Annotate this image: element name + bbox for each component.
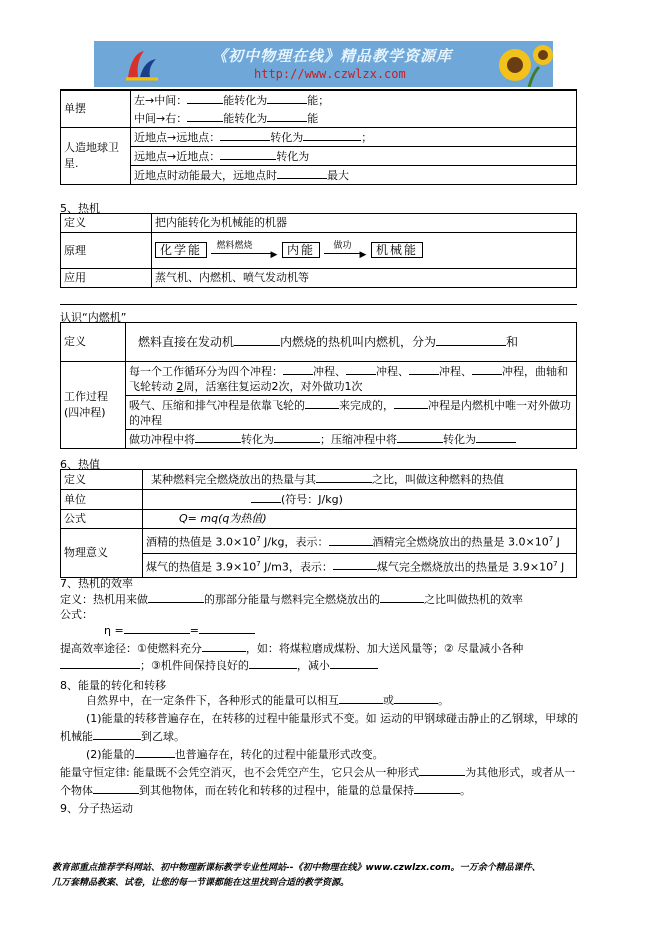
blank[interactable]	[93, 782, 139, 794]
blank[interactable]	[148, 591, 204, 603]
blank[interactable]	[277, 167, 327, 179]
blank[interactable]	[220, 148, 276, 160]
heat-value-formula-label: 公式	[61, 510, 143, 529]
heat-value-formula: Q= mq(q为热值)	[143, 510, 577, 529]
heat-engine-principle-label: 原理	[61, 233, 152, 269]
blank[interactable]	[234, 334, 280, 346]
satellite-row3: 近地点时动能最大，远地点时 最大	[131, 166, 577, 185]
blank[interactable]	[397, 431, 443, 443]
flow-arrow-2: 做功 ▶	[324, 244, 368, 258]
blank[interactable]	[274, 431, 320, 443]
section-9-heading: 9、分子热运动	[60, 802, 133, 815]
blank[interactable]	[330, 657, 378, 669]
heat-engine-app-label: 应用	[61, 269, 152, 288]
heat-value-def: 某种燃料完全燃烧放出的热量与其 之比，叫做这种燃料的热值	[143, 470, 577, 490]
ice-process-label: 工作过程(四冲程)	[61, 362, 126, 449]
satellite-row1: 近地点→远地点： 转化为 ；	[131, 128, 577, 147]
site-logo-icon	[124, 47, 160, 81]
blank[interactable]	[339, 692, 383, 704]
blank[interactable]	[329, 534, 373, 546]
satellite-label: 人造地球卫星.	[61, 128, 131, 185]
heat-engine-app: 蒸气机、内燃机、喷气发动机等	[152, 269, 577, 288]
ice-proc-3: 做功冲程中将 转化为 ；压缩冲程中将 转化为	[126, 430, 577, 449]
blank[interactable]	[303, 129, 361, 141]
ice-proc-2: 吸气、压缩和排气冲程是依靠飞轮的 来完成的， 冲程是内燃机中唯一对外做功的冲程	[126, 396, 577, 430]
heat-engine-def: 把内能转化为机械能的机器	[152, 214, 577, 233]
blank[interactable]	[394, 397, 428, 409]
energy-p2: (1)能量的转移普遍存在，在转移的过程中能量形式不变。如 运动的甲钢球碰击静止的乙钢球，甲球的机械能 到乙球。	[60, 712, 579, 743]
blank[interactable]	[472, 363, 502, 375]
blank[interactable]	[124, 622, 190, 634]
blank[interactable]	[409, 363, 439, 375]
efficiency-formula-label: 公式：	[60, 608, 93, 621]
blank[interactable]	[380, 591, 424, 603]
footer-line-1: 教育部重点推荐学科网站、初中物理新课标教学专业性网站--《初中物理在线》www.czwlzx.com。一万余个精品课件、	[52, 863, 541, 873]
meaning-row-2: 煤气的热值是 $3.9\times 10^7$ J/m3，表示： 煤气完全燃烧放出的热量是 $3.9\times 10^7$ J	[143, 553, 577, 578]
blank[interactable]	[249, 657, 297, 669]
blank[interactable]	[476, 431, 516, 443]
pendulum-row2: 中间→右： 能转化为 能	[131, 109, 577, 128]
blank[interactable]	[283, 363, 313, 375]
efficiency-formula: η = =	[104, 622, 255, 637]
blank[interactable]	[187, 92, 223, 104]
ice-table	[60, 322, 577, 449]
pendulum-label: 单摆	[61, 91, 131, 128]
blank[interactable]	[195, 431, 241, 443]
blank[interactable]	[436, 334, 506, 346]
banner-title: 《初中物理在线》精品教学资源库	[212, 47, 453, 65]
blank[interactable]	[316, 471, 372, 483]
section-5-heading: 5、热机	[60, 202, 100, 215]
heat-value-unit: (符号：J/kg)	[143, 490, 577, 510]
efficiency-def: 定义：热机用来做 的那部分能量与燃料完全燃烧放出的 之比叫做热机的效率	[60, 593, 523, 606]
heat-engine-def-label: 定义	[61, 214, 152, 233]
section-6-heading: 6、热值	[60, 458, 100, 471]
efficiency-improve: 提高效率途径：①使燃料充分 ，如：将煤粒磨成煤粉、加大送风量等；② 尽量减小各种 ；③机件间保持良好的 ，减小	[60, 642, 524, 672]
blank[interactable]	[135, 746, 175, 758]
blank[interactable]	[414, 782, 460, 794]
ice-heading: 认识“内燃机”	[60, 311, 127, 324]
blank[interactable]	[267, 92, 307, 104]
flow-arrow-1: 燃料燃烧 ▶	[211, 244, 279, 258]
blank[interactable]	[305, 397, 339, 409]
blank[interactable]	[93, 728, 141, 740]
heat-value-def-label: 定义	[61, 470, 143, 490]
blank[interactable]	[346, 363, 376, 375]
meaning-row-1: 酒精的热值是 $3.0\times 10^7$ J/kg，表示： 酒精完全燃烧放出的热量是 $3.0\times 10^7$ J	[143, 529, 577, 554]
ice-proc-1: 每一个工作循环分为四个冲程： 冲程、 冲程、 冲程、 冲程，曲轴和飞轮转动 2周，活塞往复运动2次，对外做功1次	[126, 362, 577, 396]
section-8-heading: 8、能量的转化和转移	[60, 679, 166, 692]
heat-value-unit-label: 单位	[61, 490, 143, 510]
page-footer	[52, 861, 612, 891]
blank[interactable]	[202, 640, 246, 652]
blank[interactable]	[267, 110, 307, 122]
heat-value-table	[60, 469, 577, 578]
energy-conservation: 能量守恒定律: 能量既不会凭空消灭，也不会凭空产生，它只会从一种形式 为其他形式，或者从一个物体 到其他物体，而在转化和转移的过程中，能量的总量保持 。	[60, 766, 576, 797]
principle-flow	[152, 233, 577, 269]
footer-line-2: 几万套精品教案、试卷，让您的每一节课都能在这里找到合适的教学资源。	[52, 878, 350, 888]
pendulum-row1: 左→中间： 能转化为 能；	[131, 91, 577, 110]
blank[interactable]	[199, 622, 255, 634]
blank[interactable]	[394, 692, 438, 704]
satellite-row2: 远地点→近地点： 转化为	[131, 147, 577, 166]
ice-def: 燃料直接在发动机 内燃烧的热机叫内燃机，分为 和	[126, 323, 577, 362]
blank[interactable]	[187, 110, 223, 122]
divider	[60, 304, 577, 305]
section-7-heading: 7、热机的效率	[60, 577, 133, 590]
blank[interactable]	[419, 764, 465, 776]
heat-value-meaning-label: 物理意义	[61, 529, 143, 578]
heat-engine-table	[60, 213, 577, 288]
blank[interactable]	[60, 657, 140, 669]
energy-p1: 自然界中，在一定条件下，各种形式的能量可以相互 或 。	[86, 694, 449, 707]
mechanical-energy-box: 机械能	[371, 242, 423, 258]
internal-energy-box: 内能	[282, 242, 320, 258]
blank[interactable]	[220, 129, 270, 141]
header-banner	[94, 41, 553, 87]
energy-p3: (2)能量的 也普遍存在，转化的过程中能量形式改变。	[86, 748, 384, 761]
blank[interactable]	[251, 491, 281, 503]
ice-def-label: 定义	[61, 323, 126, 362]
blank[interactable]	[333, 558, 377, 570]
banner-url[interactable]: http://www.czwlzx.com	[254, 67, 406, 81]
energy-table	[60, 90, 577, 185]
sunflower-icon	[489, 43, 553, 87]
chemical-energy-box: 化学能	[155, 242, 207, 258]
